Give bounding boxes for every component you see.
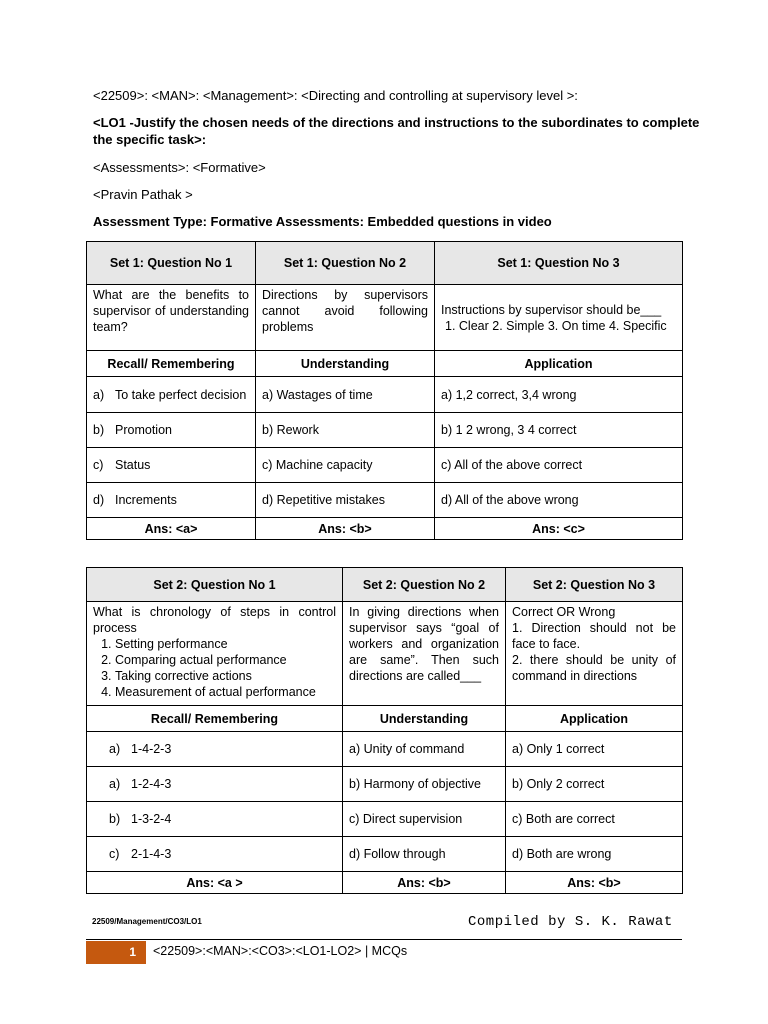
set2-option-row bbox=[87, 837, 683, 872]
set2-question1-prompt: What is chronology of steps in control process bbox=[93, 605, 336, 635]
set1-question3-prompt: Instructions by supervisor should be___ bbox=[441, 302, 662, 317]
page-number-badge: 1 bbox=[86, 941, 146, 964]
set2-level-understanding: Understanding bbox=[343, 706, 506, 732]
set1-q3-option: a) 1,2 correct, 3,4 wrong bbox=[435, 377, 683, 413]
set2-q3-option: a) Only 1 correct bbox=[506, 732, 683, 767]
footer-compiler: Compiled by S. K. Rawat bbox=[468, 914, 673, 930]
set2-q2-option: d) Follow through bbox=[343, 837, 506, 872]
set1-header-q2: Set 1: Question No 2 bbox=[256, 242, 435, 285]
set2-answer-q2: Ans: <b> bbox=[343, 872, 506, 894]
set2-question1-steps bbox=[93, 636, 336, 700]
set2-question1 bbox=[87, 602, 343, 706]
set2-level-application: Application bbox=[506, 706, 683, 732]
set1-level-recall: Recall/ Remembering bbox=[87, 351, 256, 377]
set2-q2-option: b) Harmony of objective bbox=[343, 767, 506, 802]
set1-question3 bbox=[435, 285, 683, 351]
option-text: Increments bbox=[115, 493, 177, 507]
set2-option-row bbox=[87, 767, 683, 802]
option-letter: c) bbox=[93, 458, 104, 472]
set1-q3-option: b) 1 2 wrong, 3 4 correct bbox=[435, 413, 683, 448]
set1-answer-q1: Ans: <a> bbox=[87, 518, 256, 540]
header-course-line: <22509>: <MAN>: <Management>: <Directing and controlling at supervisory level >: bbox=[93, 88, 578, 103]
set1-table bbox=[86, 241, 683, 540]
step-item: 1. Setting performance bbox=[115, 636, 336, 652]
set2-q1-option bbox=[87, 767, 343, 802]
set1-q3-option: d) All of the above wrong bbox=[435, 483, 683, 518]
header-author: <Pravin Pathak > bbox=[93, 187, 193, 202]
set2-answer-q3: Ans: <b> bbox=[506, 872, 683, 894]
set2-option-row bbox=[87, 732, 683, 767]
option-letter: d) bbox=[93, 493, 105, 507]
set2-question2: In giving directions when supervisor says “goal of workers and organization are same”. Then such directions are called___ bbox=[343, 602, 506, 706]
set1-question2: Directions by supervisors cannot avoid following problems bbox=[256, 285, 435, 351]
set1-level-understanding: Understanding bbox=[256, 351, 435, 377]
set1-q2-option: c) Machine capacity bbox=[256, 448, 435, 483]
option-text: To take perfect decision bbox=[115, 387, 247, 402]
set1-option-row bbox=[87, 448, 683, 483]
set1-q1-option bbox=[87, 448, 256, 483]
set2-table bbox=[86, 567, 683, 894]
step-item: 4. Measurement of actual performance bbox=[115, 684, 336, 700]
set1-answer-q3: Ans: <c> bbox=[435, 518, 683, 540]
set1-option-row bbox=[87, 377, 683, 413]
set2-question3-statement1: 1. Direction should not be face to face. bbox=[512, 621, 676, 651]
option-letter: b) bbox=[93, 423, 105, 437]
set1-q2-option: d) Repetitive mistakes bbox=[256, 483, 435, 518]
option-text: Status bbox=[115, 458, 151, 472]
set2-header-q1: Set 2: Question No 1 bbox=[87, 568, 343, 602]
option-letter: c) bbox=[109, 847, 120, 861]
set2-question3-title: Correct OR Wrong bbox=[512, 605, 616, 619]
set2-question3 bbox=[506, 602, 683, 706]
option-text: Promotion bbox=[115, 423, 172, 437]
set2-q3-option: d) Both are wrong bbox=[506, 837, 683, 872]
set1-question1: What are the benefits to supervisor of understanding team? bbox=[87, 285, 256, 351]
set1-level-application: Application bbox=[435, 351, 683, 377]
footer-divider bbox=[86, 939, 682, 940]
page-footer-text: <22509>:<MAN>:<CO3>:<LO1-LO2> | MCQs bbox=[153, 944, 408, 958]
set1-question3-choices: 1. Clear 2. Simple 3. On time 4. Specific bbox=[445, 318, 667, 333]
set2-header-q3: Set 2: Question No 3 bbox=[506, 568, 683, 602]
set1-q3-option: c) All of the above correct bbox=[435, 448, 683, 483]
set2-option-row bbox=[87, 802, 683, 837]
option-text: 1-3-2-4 bbox=[131, 812, 172, 826]
option-letter: a) bbox=[109, 742, 121, 756]
set1-q1-option bbox=[87, 413, 256, 448]
set1-answer-q2: Ans: <b> bbox=[256, 518, 435, 540]
set2-q1-option bbox=[87, 802, 343, 837]
footer-doc-code: 22509/Management/CO3/LO1 bbox=[92, 917, 202, 926]
set2-q3-option: b) Only 2 correct bbox=[506, 767, 683, 802]
step-item: 2. Comparing actual performance bbox=[115, 652, 336, 668]
option-letter: a) bbox=[109, 777, 121, 791]
set2-question3-statement2: 2. there should be unity of command in directions bbox=[512, 653, 676, 683]
option-letter: b) bbox=[109, 812, 121, 826]
set2-header-q2: Set 2: Question No 2 bbox=[343, 568, 506, 602]
header-learning-outcome-line2: the specific task>: bbox=[93, 132, 207, 147]
set1-header-q1: Set 1: Question No 1 bbox=[87, 242, 256, 285]
set1-q2-option: b) Rework bbox=[256, 413, 435, 448]
set1-q1-option bbox=[87, 377, 256, 413]
set2-q1-option bbox=[87, 837, 343, 872]
set2-q2-option: a) Unity of command bbox=[343, 732, 506, 767]
option-text: 1-4-2-3 bbox=[131, 742, 172, 756]
option-text: 2-1-4-3 bbox=[131, 847, 172, 861]
header-assessment-type: Assessment Type: Formative Assessments: Embedded questions in video bbox=[93, 214, 552, 229]
step-item: 3. Taking corrective actions bbox=[115, 668, 336, 684]
set2-q3-option: c) Both are correct bbox=[506, 802, 683, 837]
set2-q2-option: c) Direct supervision bbox=[343, 802, 506, 837]
set1-option-row bbox=[87, 483, 683, 518]
option-text: 1-2-4-3 bbox=[131, 777, 172, 791]
set2-answer-q1: Ans: <a > bbox=[87, 872, 343, 894]
set1-q1-option bbox=[87, 483, 256, 518]
set1-header-q3: Set 1: Question No 3 bbox=[435, 242, 683, 285]
set1-option-row bbox=[87, 413, 683, 448]
header-learning-outcome-line1: <LO1 -Justify the chosen needs of the directions and instructions to the subordinates to complete bbox=[93, 115, 700, 130]
set2-level-recall: Recall/ Remembering bbox=[87, 706, 343, 732]
header-assessments: <Assessments>: <Formative> bbox=[93, 160, 266, 175]
set1-q2-option: a) Wastages of time bbox=[256, 377, 435, 413]
option-letter: a) bbox=[93, 387, 105, 402]
set2-q1-option bbox=[87, 732, 343, 767]
